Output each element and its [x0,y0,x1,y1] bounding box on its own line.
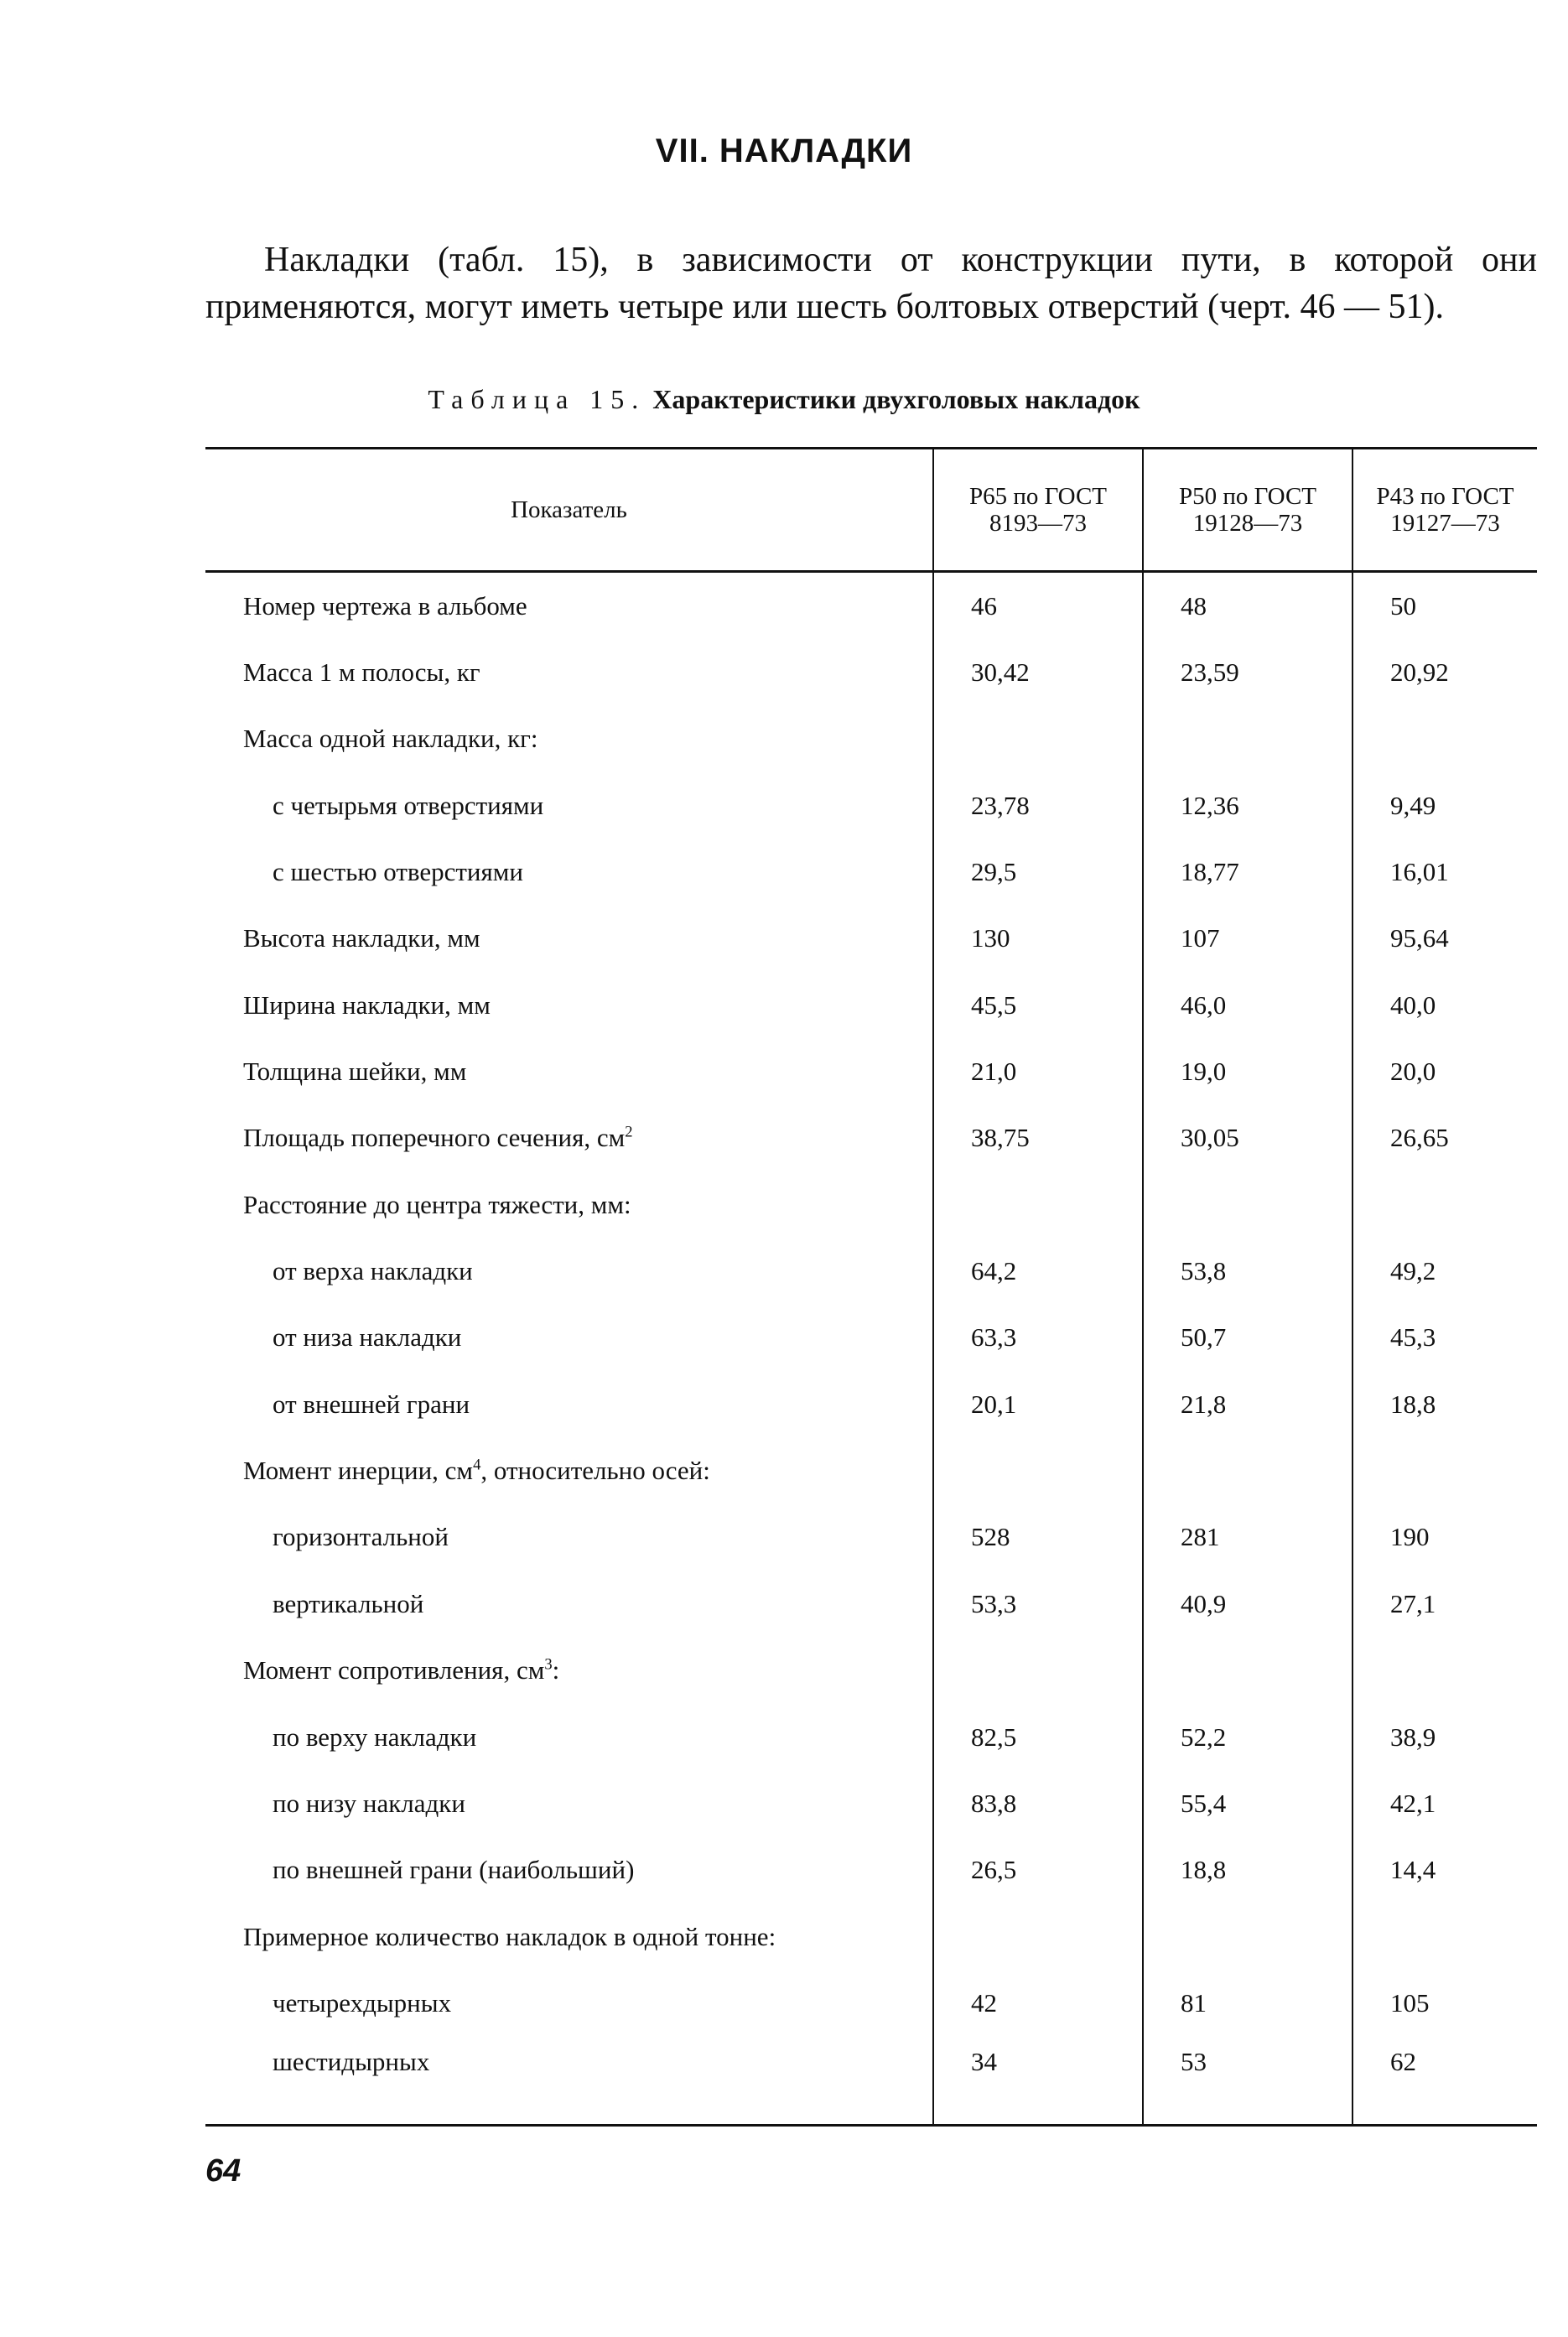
row-label-text: Высота накладки, мм [243,923,480,953]
row-label-text: Масса одной накладки, кг: [243,724,538,754]
value-r65: 528 [933,1504,1143,1571]
row-label [205,1371,933,1437]
value-r65: 63,3 [933,1305,1143,1371]
value-r50: 40,9 [1143,1571,1353,1637]
value-r43 [1353,706,1537,772]
value-r50: 48 [1143,572,1353,640]
value-r65 [933,1437,1143,1503]
value-r50: 46,0 [1143,972,1353,1038]
header-r50-text: Р50 по ГОСТ 19128—73 [1178,483,1317,537]
value-r50: 30,05 [1143,1105,1353,1171]
table-row [205,1704,1537,1770]
row-label-text: по низу накладки [273,1788,465,1818]
value-r43: 16,01 [1353,839,1537,905]
value-r43: 26,65 [1353,1105,1537,1171]
table-row [205,1437,1537,1503]
table-row [205,1903,1537,1970]
value-r43: 45,3 [1353,1305,1537,1371]
value-r65: 34 [933,2037,1143,2126]
row-label-text: по верху накладки [273,1722,477,1752]
row-label-text: с четырьмя отверстиями [273,790,544,820]
value-r43: 9,49 [1353,772,1537,839]
value-r65: 46 [933,572,1143,640]
table-row [205,1305,1537,1371]
header-indicator: Показатель [511,496,627,523]
table-caption [0,384,1568,415]
table-row [205,839,1537,905]
row-label-text: четырехдырных [273,1987,452,2018]
value-r43: 62 [1353,2037,1537,2126]
unit-exponent: 4 [473,1456,481,1474]
row-label-text: Расстояние до центра тяжести, мм: [243,1189,631,1219]
header-r43 [1353,449,1537,572]
row-label [205,1837,933,1903]
value-r65: 26,5 [933,1837,1143,1903]
row-label-text: Примерное количество накладок в одной тонне: [243,1921,776,1951]
row-label-text: Масса 1 м полосы, кг [243,657,480,688]
value-r65: 29,5 [933,839,1143,905]
value-r50: 53 [1143,2037,1353,2126]
row-label [205,1038,933,1104]
value-r50: 18,77 [1143,839,1353,905]
value-r43: 95,64 [1353,906,1537,972]
unit-exponent: 2 [625,1124,633,1142]
row-label [205,1571,933,1637]
value-r65 [933,1171,1143,1238]
value-r65 [933,1903,1143,1970]
row-label [205,2037,933,2126]
value-r65: 83,8 [933,1770,1143,1836]
value-r50: 281 [1143,1504,1353,1571]
value-r65: 53,3 [933,1571,1143,1637]
value-r50: 21,8 [1143,1371,1353,1437]
characteristics-table [205,447,1537,2127]
row-label-text: от внешней грани [273,1389,470,1419]
row-label-suffix: : [552,1655,560,1685]
value-r50 [1143,1437,1353,1503]
value-r43: 190 [1353,1504,1537,1571]
value-r43 [1353,1903,1537,1970]
header-r65 [933,449,1143,572]
value-r43 [1353,1638,1537,1704]
value-r43: 50 [1353,572,1537,640]
value-r43: 38,9 [1353,1704,1537,1770]
value-r50 [1143,1171,1353,1238]
table-row [205,1504,1537,1571]
value-r50: 52,2 [1143,1704,1353,1770]
row-label [205,1638,933,1704]
table-row [205,2037,1537,2126]
value-r50: 107 [1143,906,1353,972]
row-label-text: от верха накладки [273,1256,473,1286]
row-label [205,906,933,972]
row-label [205,639,933,705]
table-caption-title: Характеристики двухголовых накладок [652,384,1140,414]
value-r50: 53,8 [1143,1238,1353,1304]
row-label [205,772,933,839]
table-row [205,1837,1537,1903]
row-label-text: шестидырных [273,2046,430,2076]
value-r65 [933,706,1143,772]
value-r43 [1353,1437,1537,1503]
value-r65: 38,75 [933,1105,1143,1171]
table-row [205,1105,1537,1171]
table-body [205,572,1537,2126]
value-r43: 20,92 [1353,639,1537,705]
row-label [205,1770,933,1836]
value-r65: 82,5 [933,1704,1143,1770]
unit-exponent: 3 [544,1655,553,1674]
table-header-row [205,449,1537,572]
row-label [205,1105,933,1171]
value-r50 [1143,706,1353,772]
row-label-text: Площадь поперечного сечения, см [243,1123,626,1153]
row-label-suffix: , относительно осей: [480,1456,710,1486]
section-title: VII. НАКЛАДКИ [655,132,913,169]
value-r65: 30,42 [933,639,1143,705]
table-row [205,906,1537,972]
value-r65: 130 [933,906,1143,972]
row-label-text: Момент инерции, см [243,1456,474,1486]
value-r65: 64,2 [933,1238,1143,1304]
row-label-text: по внешней грани (наибольший) [273,1855,635,1885]
value-r65 [933,1638,1143,1704]
value-r65: 42 [933,1970,1143,2036]
value-r50: 81 [1143,1970,1353,2036]
table-row [205,1171,1537,1238]
row-label-text: Момент сопротивления, см [243,1655,545,1685]
row-label [205,1171,933,1238]
intro-paragraph: Накладки (табл. 15), в зависимости от конструкции пути, в которой они применяются, могут иметь четыре или шесть болтовых отверстий (черт. 46 — 51). [205,241,1537,326]
value-r65: 20,1 [933,1371,1143,1437]
value-r65: 23,78 [933,772,1143,839]
header-r50 [1143,449,1353,572]
row-label-text: горизонтальной [273,1522,449,1552]
table-row [205,1638,1537,1704]
table-row [205,572,1537,640]
value-r50: 23,59 [1143,639,1353,705]
row-label-text: с шестью отверстиями [273,857,523,887]
row-label-text: от низа накладки [273,1322,462,1353]
row-label-text: Ширина накладки, мм [243,989,491,1020]
value-r43: 27,1 [1353,1571,1537,1637]
row-label [205,1238,933,1304]
row-label [205,839,933,905]
table-row [205,1238,1537,1304]
row-label [205,972,933,1038]
table-row [205,639,1537,705]
value-r50 [1143,1638,1353,1704]
table-row [205,706,1537,772]
value-r43: 20,0 [1353,1038,1537,1104]
value-r43 [1353,1171,1537,1238]
page-number: 64 [205,2153,241,2189]
table-row [205,1038,1537,1104]
table-row [205,772,1537,839]
row-label [205,1437,933,1503]
value-r43: 42,1 [1353,1770,1537,1836]
row-label [205,1504,933,1571]
header-r43-text: Р43 по ГОСТ 19127—73 [1376,483,1514,537]
value-r43: 49,2 [1353,1238,1537,1304]
row-label-text: Толщина шейки, мм [243,1057,467,1087]
value-r65: 45,5 [933,972,1143,1038]
value-r50: 50,7 [1143,1305,1353,1371]
value-r43: 14,4 [1353,1837,1537,1903]
value-r65: 21,0 [933,1038,1143,1104]
value-r50: 18,8 [1143,1837,1353,1903]
row-label [205,1305,933,1371]
row-label [205,1704,933,1770]
value-r50: 19,0 [1143,1038,1353,1104]
row-label-text: Номер чертежа в альбоме [243,590,527,621]
table-row [205,972,1537,1038]
row-label [205,1903,933,1970]
value-r50: 12,36 [1143,772,1353,839]
table-row [205,1371,1537,1437]
value-r50 [1143,1903,1353,1970]
value-r43: 18,8 [1353,1371,1537,1437]
row-label [205,572,933,640]
value-r43: 105 [1353,1970,1537,2036]
value-r50: 55,4 [1143,1770,1353,1836]
row-label-text: вертикальной [273,1588,424,1618]
table-caption-label: Таблица 15. [428,384,646,414]
table-row [205,1571,1537,1637]
row-label [205,1970,933,2036]
table-row [205,1970,1537,2036]
row-label [205,706,933,772]
header-r65-text: Р65 по ГОСТ 8193—73 [968,483,1108,537]
table-row [205,1770,1537,1836]
value-r43: 40,0 [1353,972,1537,1038]
